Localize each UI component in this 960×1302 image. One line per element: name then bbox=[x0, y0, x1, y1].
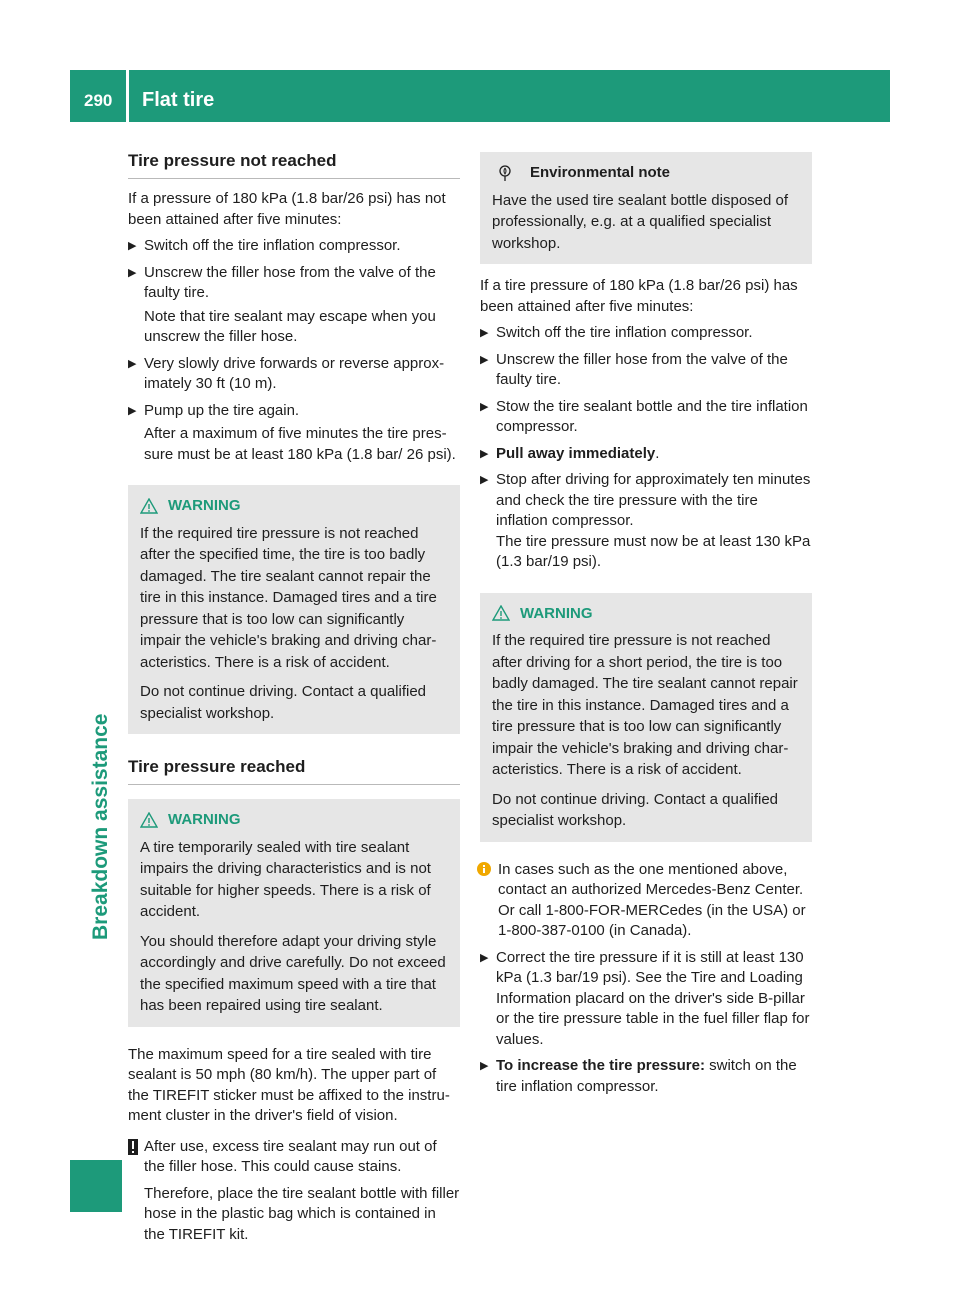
intro-text: If a pressure of 180 kPa (1.8 bar/26 psi) has not been attained after five minutes: bbox=[128, 190, 446, 228]
page-header bbox=[70, 70, 890, 122]
warning-box bbox=[128, 485, 460, 734]
warning-box bbox=[128, 799, 460, 1027]
environment-icon bbox=[498, 165, 512, 181]
arrow-right-icon: ▶ bbox=[480, 327, 489, 339]
step-item: ▶ Pull away immediately. bbox=[480, 444, 812, 465]
section-heading-reached: Tire pressure reached bbox=[128, 756, 460, 785]
caution-note-text: Therefore, place the tire sealant bottle with filler hose in the plastic bag which is contained in the TIREFIT kit. bbox=[144, 1184, 460, 1243]
side-section-label: Breakdown assistance bbox=[89, 713, 112, 940]
arrow-right-icon: ▶ bbox=[480, 474, 489, 486]
info-icon bbox=[477, 862, 491, 876]
exclamation-icon bbox=[128, 1139, 138, 1155]
step-item: ▶ Unscrew the filler hose from the valve of the faulty tire. Note that tire sealant may escape when you unscrew the filler hose. bbox=[128, 263, 460, 348]
warning-triangle-icon bbox=[492, 605, 510, 621]
warning-text: Do not continue driving. Contact a qualified specialist workshop. bbox=[492, 790, 779, 829]
step-item: ▶ Stow the tire sealant bottle and the tire inflation compressor. bbox=[480, 397, 808, 435]
step-note: Note that tire sealant may escape when you unscrew the filler hose. bbox=[144, 307, 436, 345]
step-item: ▶ Switch off the tire inflation compressor. bbox=[128, 236, 460, 257]
warning-title: WARNING bbox=[140, 809, 448, 831]
arrow-right-icon: ▶ bbox=[480, 1060, 489, 1072]
arrow-right-icon: ▶ bbox=[480, 400, 489, 413]
warning-triangle-icon bbox=[140, 498, 158, 514]
step-item: ▶ Correct the tire pressure if it is still at least 130 kPa (1.3 bar/19 psi). See the Tire and Loading Information placard on the driver's side B-pillar or the tire pressure table in the fuel filler flap for values. bbox=[480, 948, 810, 1048]
step-item: ▶ Switch off the tire inflation compressor. bbox=[480, 323, 812, 344]
environment-note-box bbox=[480, 152, 812, 264]
arrow-right-icon: ▶ bbox=[128, 357, 137, 370]
step-note: The tire pressure must now be at least 130 kPa (1.3 bar/19 psi). bbox=[496, 532, 811, 570]
step-item: ▶ Very slowly drive forwards or reverse approximately 30 ft (10 m). bbox=[128, 354, 445, 392]
step-note: After a maximum of five minutes the tire pressure must be at least 180 kPa (1.8 bar/ 26 psi). bbox=[144, 425, 456, 463]
warning-title: WARNING bbox=[140, 495, 448, 517]
header-divider bbox=[126, 70, 129, 122]
right-column bbox=[480, 152, 812, 1103]
arrow-right-icon: ▶ bbox=[480, 951, 489, 964]
intro-text: If a tire pressure of 180 kPa (1.8 bar/26 psi) has been attained after five minutes: bbox=[480, 277, 798, 315]
page-number: 290 bbox=[84, 91, 113, 110]
caution-note: After use, excess tire sealant may run out of the filler hose. This could cause stains. Therefore, place the tire sealant bottle with filler hose in the plastic bag which is contained in the TIREFIT kit. bbox=[128, 1137, 460, 1246]
arrow-right-icon: ▶ bbox=[480, 353, 489, 366]
warning-box bbox=[480, 593, 812, 842]
step-item: ▶ To increase the tire pressure: switch on the tire inflation compressor. bbox=[480, 1057, 797, 1095]
arrow-right-icon: ▶ bbox=[480, 447, 489, 460]
arrow-right-icon: ▶ bbox=[128, 240, 137, 252]
environment-note-title: Environmental note bbox=[492, 162, 800, 184]
body-text: The maximum speed for a tire sealed with tire sealant is 50 mph (80 km/h). The upper part of the TIREFIT sticker must be affixed to the instrument cluster in the driver's field of vision. bbox=[128, 1045, 450, 1124]
arrow-right-icon: ▶ bbox=[128, 404, 137, 417]
step-item: ▶ Stop after driving for approximately ten minutes and check the tire pressure with the tire inflation compressor. The tire pressure must now be at least 130 kPa (1.3 bar/19 psi). bbox=[480, 470, 812, 573]
warning-triangle-icon bbox=[140, 812, 158, 828]
info-note: In cases such as the one mentioned above, contact an authorized Mercedes-Benz Center. Or call 1-800-FOR-MERCedes (in the USA) or 1-800-387-0100 (in Canada). bbox=[480, 860, 812, 942]
warning-text: Do not continue driving. Contact a qualified specialist workshop. bbox=[140, 683, 427, 722]
environment-note-text: Have the used tire sealant bottle disposed of professionally, e.g. at a qualified specialist workshop. bbox=[492, 191, 789, 252]
side-tab-marker bbox=[70, 1160, 122, 1212]
warning-title: WARNING bbox=[492, 603, 800, 625]
step-item: ▶ Pump up the tire again. After a maximum of five minutes the tire pressure must be at least 180 kPa (1.8 bar/ 26 psi). bbox=[128, 401, 460, 466]
warning-text: If the required tire pressure is not reached after driving for a short period, the tire is too badly damaged. The tire sealant cannot repair the tire in this instance. Damaged tires and a tire pressure that is too low can significantly impair the vehicle's braking and driving characteristics. There is a risk of accident. bbox=[492, 632, 798, 778]
section-heading-not-reached: Tire pressure not reached bbox=[128, 150, 460, 179]
warning-text: You should therefore adapt your driving style accordingly and drive carefully. Do not exceed the specified maximum speed with a tire that has been repaired using tire sealant. bbox=[140, 932, 446, 1014]
warning-text: A tire temporarily sealed with tire sealant impairs the driving characteristics and is not suitable for higher speeds. There is a risk of accident. bbox=[140, 838, 431, 920]
arrow-right-icon: ▶ bbox=[128, 266, 137, 279]
chapter-title: Flat tire bbox=[142, 89, 215, 111]
left-column bbox=[128, 150, 460, 1251]
warning-text: If the required tire pressure is not reached after the specified time, the tire is too badly damaged. The tire sealant cannot repair the tire in this instance. Damaged tires and a tire pressure that is too low can significantly impair the vehicle's braking and driving characteristics. There is a risk of accident. bbox=[140, 524, 437, 671]
step-item: ▶ Unscrew the filler hose from the valve of the faulty tire. bbox=[480, 350, 788, 388]
